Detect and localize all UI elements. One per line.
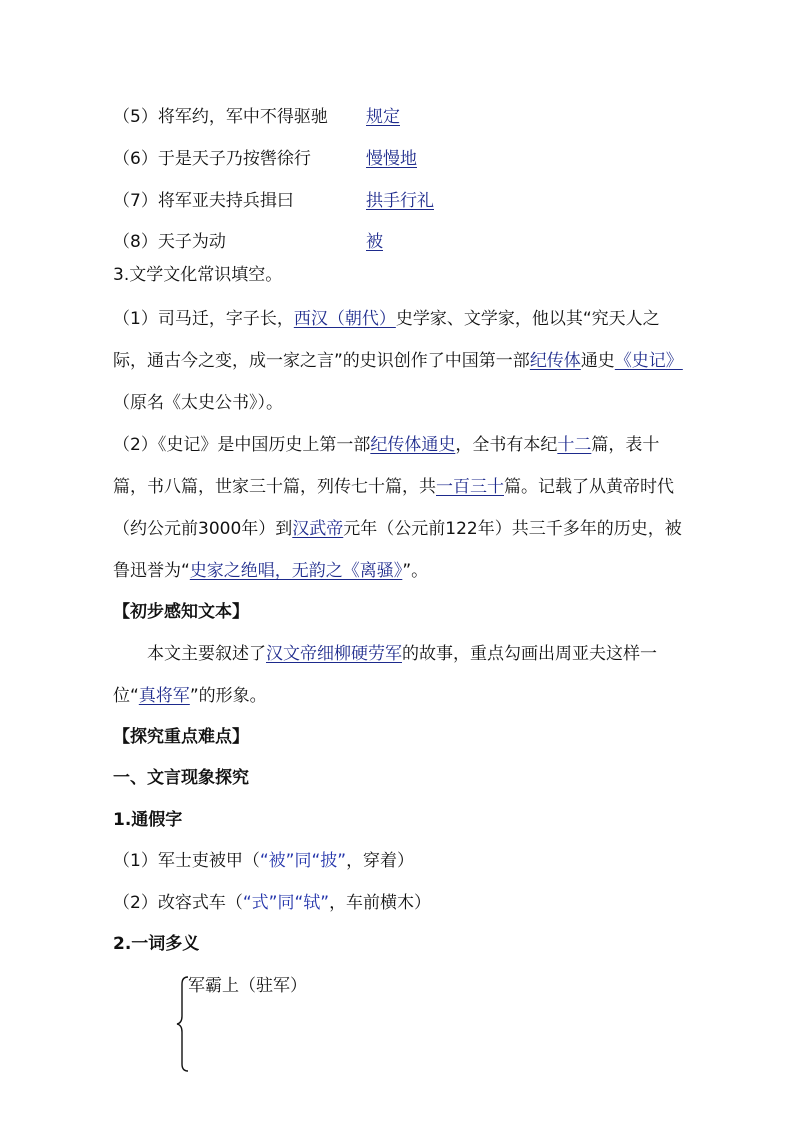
vocab-row: [113, 188, 693, 214]
paragraph-shiji: [113, 424, 685, 592]
answer-blank: 《史记》: [614, 351, 683, 371]
text: 元年（公元前122年）共三千多年的历史，被鲁迅誉为“: [113, 519, 682, 581]
text: ”的形象。: [189, 686, 267, 706]
tongjia-item: [113, 849, 414, 873]
subsection-heading: 2.一词多义: [113, 934, 200, 954]
answer-blank: 一百三十: [436, 477, 504, 497]
vocab-phrase: （5）将军约，军中不得驱驰: [113, 107, 328, 127]
text: ，全书有本纪: [455, 435, 558, 455]
answer-blank: 十二: [557, 435, 592, 455]
text: 通史: [580, 351, 615, 371]
vocab-meaning: 规定: [366, 107, 400, 127]
text: ，车前横木）: [329, 893, 432, 913]
polysemy-item: 军霸上（驻军）: [188, 976, 307, 996]
vocab-meaning: 拱手行礼: [366, 191, 434, 211]
text: ”。: [402, 561, 429, 581]
vocab-phrase: （8）天子为动: [113, 232, 226, 252]
answer-blank: 真将军: [138, 686, 190, 706]
text: ，穿着）: [346, 851, 415, 871]
subsection-heading: 1.通假字: [113, 810, 183, 830]
answer-blank: 汉武帝: [292, 519, 344, 539]
answer-blank: 汉文帝细柳硬劳军: [266, 644, 402, 664]
answer-blank: 史家之绝唱，无韵之《离骚》: [189, 561, 403, 581]
text: 篇。记载了从黄帝时代（约公元前3000年）到: [113, 477, 674, 539]
tongjia-item: [113, 891, 431, 915]
vocab-meaning: 慢慢地: [366, 149, 417, 169]
tongjia-note: “被”同“披”: [259, 851, 347, 871]
answer-blank: 西汉（朝代）: [293, 309, 396, 329]
text: （1）司马迁，字子长，: [113, 309, 294, 329]
vocab-row: [113, 104, 693, 130]
vocab-phrase: （6）于是天子乃按辔徐行: [113, 149, 311, 169]
section-heading: 【初步感知文本】: [113, 602, 249, 622]
vocab-phrase: （7）将军亚夫持兵揖曰: [113, 191, 294, 211]
vocab-row: [113, 229, 693, 255]
text: 篇，表十篇，书八篇，世家三十篇，列传七十篇，共: [113, 435, 660, 497]
paragraph-summary: [113, 633, 685, 717]
vocab-row: [113, 146, 693, 172]
text: （2）改容式车（: [113, 893, 243, 913]
text: 的故事，重点勾画出周亚夫这样一位“: [113, 644, 657, 706]
text: （1）军士吏被甲（: [113, 851, 260, 871]
answer-blank: 纪传体: [529, 351, 581, 371]
paragraph-sima-qian: [113, 298, 685, 424]
text: 本文主要叙述了: [147, 644, 266, 664]
polysemy-group: [176, 974, 356, 1074]
tongjia-note: “式”同“轼”: [242, 893, 330, 913]
answer-blank: 纪传体通史: [370, 435, 456, 455]
vocab-meaning: 被: [366, 232, 383, 252]
text: （2）《史记》是中国历史上第一部: [113, 435, 371, 455]
text: 史学家、文学家，他以其“究天人之际，通古今之变，成一家之言”的史识创作了中国第一部: [113, 309, 660, 371]
subsection-heading: 一、文言现象探究: [113, 768, 249, 788]
question-title: 3.文学文化常识填空。: [113, 265, 283, 285]
section-heading: 【探究重点难点】: [113, 727, 249, 747]
text: （原名《太史公书》）。: [113, 393, 283, 413]
